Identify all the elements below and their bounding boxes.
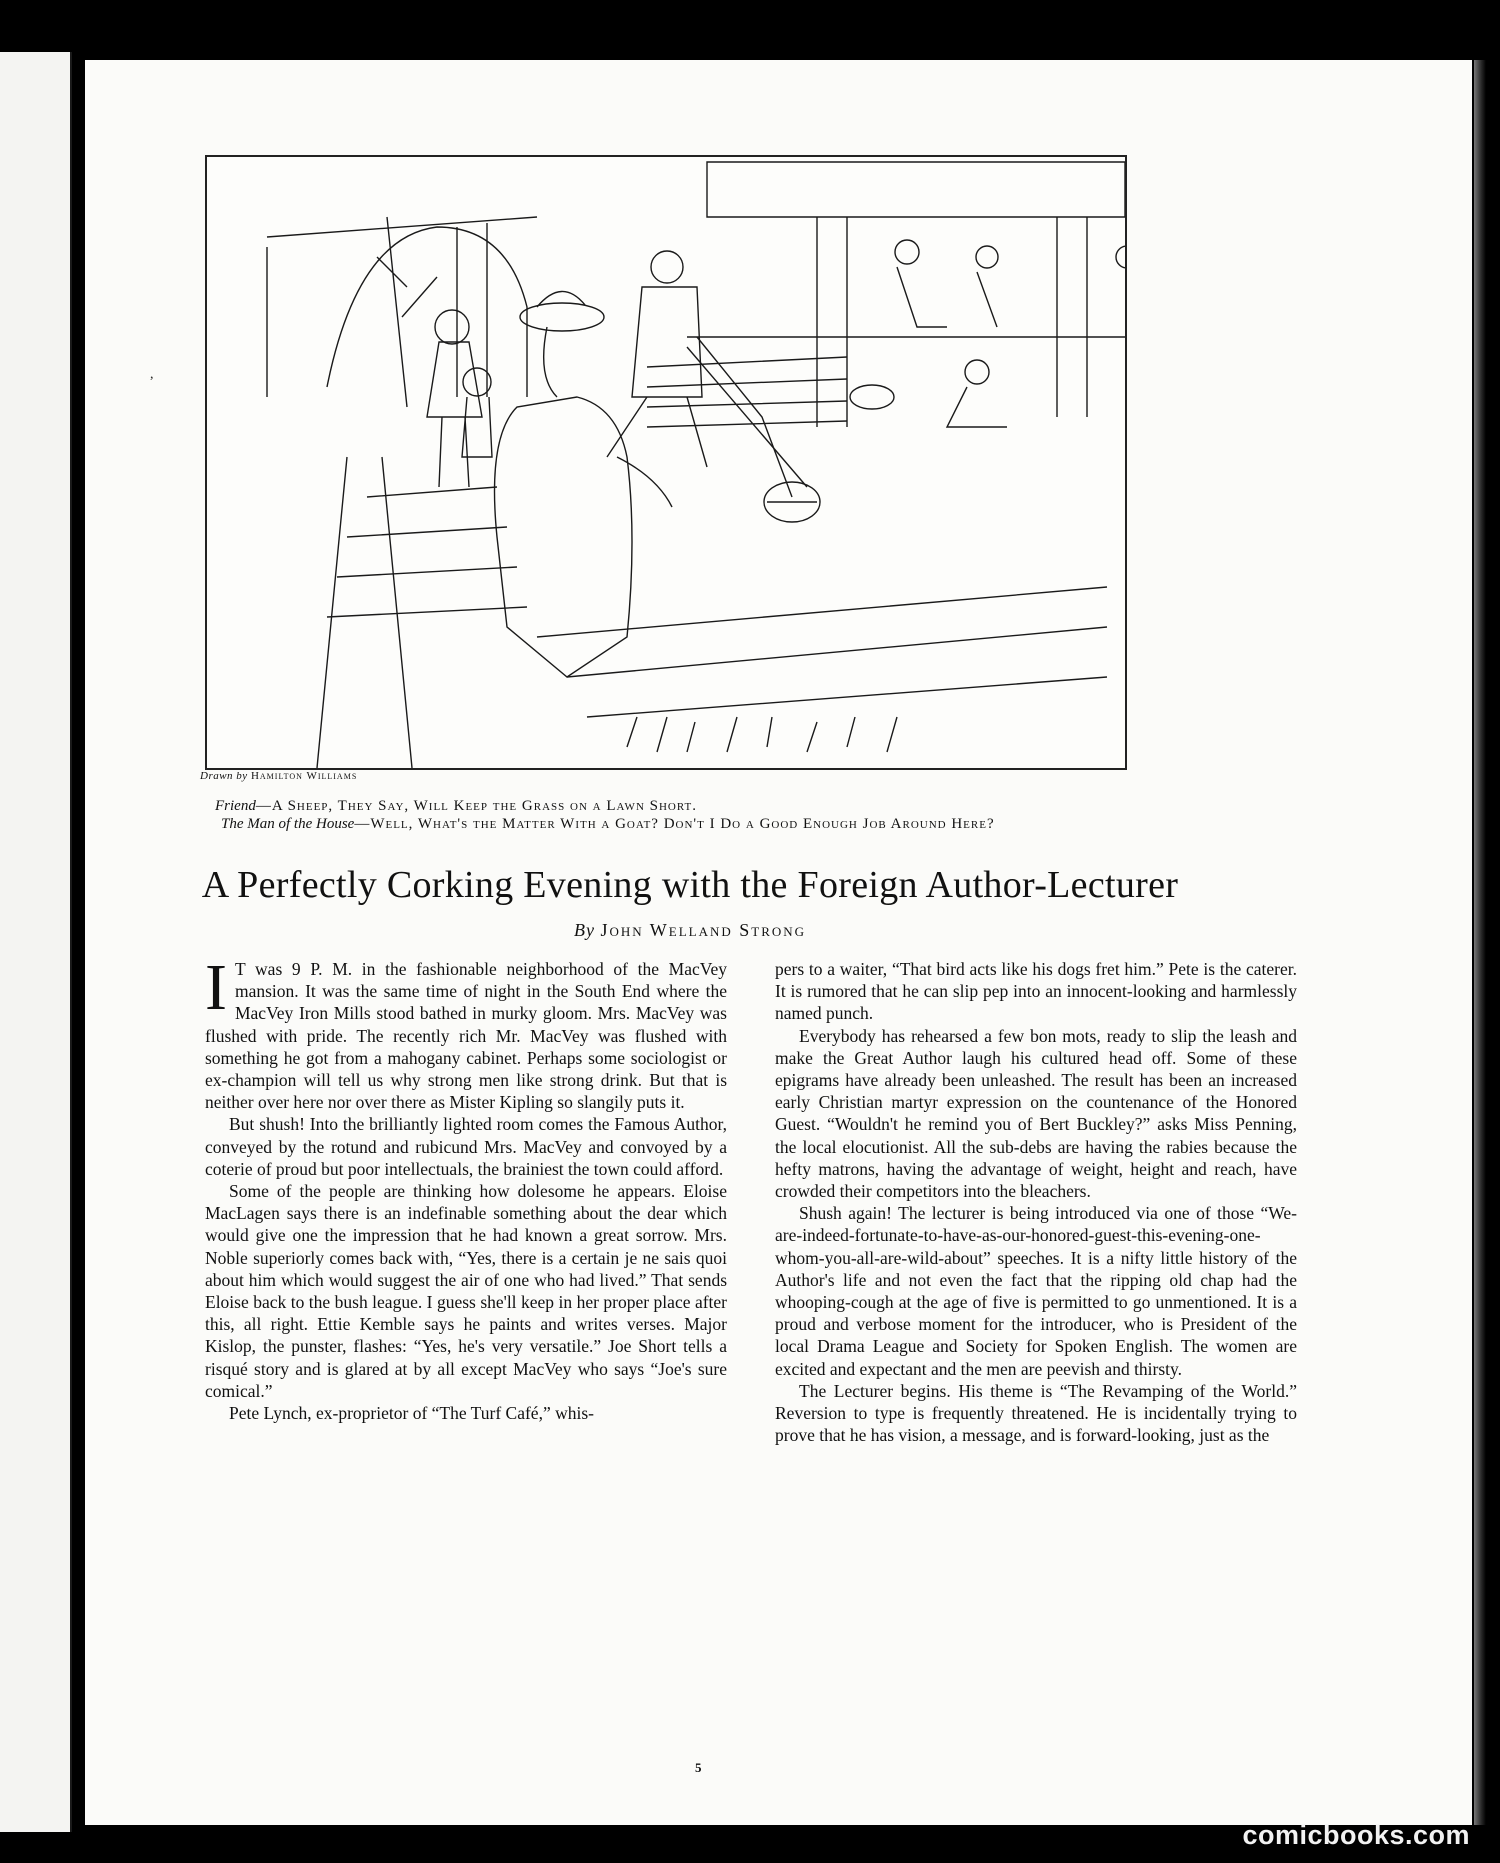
paragraph: Some of the people are thinking how dolesome he appears. Eloise MacLagen says there is an indefinable something about the dear which would give one the impression that he had known a great sorrow. Mrs. Noble superiorly comes back with, “Yes, there is a certain je ne sais quoi about him which would suggest the air of one who had lived.” That sends Eloise back to the bush league. I guess she'll keep in her proper place after this, all right. Ettie Kemble says he paints and writes verses. Major Kislop, the punster, flashes: “Yes, he's very versatile.” Joe Short tells a risqué story and is glared at by all except MacVey who says “Joe's sure comical.” — [205, 1181, 727, 1401]
paragraph: The Lecturer begins. His theme is “The Revamping of the World.” Reversion to type is frequently threatened. He is incidentally trying to prove that he has vision, a message, and is forward-looking, just as the — [775, 1380, 1297, 1446]
paragraph: But shush! Into the brilliantly lighted room comes the Famous Author, conveyed by the rotund and rubicund Mrs. MacVey and convoyed by a coterie of proud but poor intellectuals, the brainiest the town could afford. — [205, 1114, 727, 1179]
paragraph: Shush again! The lecturer is being introduced via one of those “We-are-indeed-fortunate-to-have-as-our-honored-guest-this-evening-one-whom-you-all-are-wild-about” speeches. It is a nifty little history of the Author's life and not even the fact that the ripping old chap had the whooping-cough at the age of five is permitted to go unmentioned. It is a proud and verbose moment for the introducer, who is President of the local Drama League and Society for Spoken English. The women are excited and expectant and the men are peevish and thirsty. — [775, 1203, 1297, 1379]
article-column-left — [205, 951, 727, 1424]
illustration-credit — [200, 770, 357, 782]
drop-cap: I — [205, 951, 227, 1024]
article-column-right — [775, 958, 1297, 1446]
article-title: A Perfectly Corking Evening with the Foreign Author-Lecturer — [201, 864, 1179, 906]
caption-speaker-man: The Man of the House — [221, 816, 355, 832]
credit-name: Hamilton Williams — [250, 770, 358, 782]
paragraph: Everybody has rehearsed a few bon mots, ready to slip the leash and make the Great Author laugh his cultured head off. Some of these epigrams have already been unleashed. The result has been an increased early Christian martyr expression on the countenance of the Honored Guest. “Wouldn't he remind you of Bert Buckley?” asks Miss Penning, the local elocutionist. All the sub-debs are having the rabies because the hefty matrons, having the advantage of weight, height and reach, have crowded their competitors into the bleachers. — [775, 1025, 1297, 1202]
paragraph: Pete Lynch, ex-proprietor of “The Turf Café,” whis- — [229, 1403, 594, 1424]
paragraph-text: T was 9 P. M. in the fashionable neighborhood of the MacVey mansion. It was the same time of night in the South End where the MacVey Iron Mills stood bathed in murky gloom. Mrs. MacVey was flushed with pride. The recently rich Mr. MacVey was flushed with something he got from a mahogany cabinet. Perhaps some sociologist or ex-champion will tell us why strong men like strong drink. But that is neither over here nor over there as Mister Kipling so slangily puts it. — [205, 959, 727, 1113]
adjacent-page-edge — [0, 52, 72, 1832]
caption-line-friend: —A Sheep, They Say, Will Keep the Grass on a Lawn Short. — [255, 798, 698, 814]
watermark-text: comicbooks.com — [1242, 1820, 1470, 1850]
byline-prefix: By — [573, 920, 595, 940]
page-binding-edge — [1474, 60, 1486, 1825]
byline-author: John Welland Strong — [600, 920, 807, 940]
ink-speck: , — [150, 367, 154, 382]
article-byline — [100, 920, 1280, 941]
paragraph — [205, 951, 727, 1113]
credit-prefix: Drawn by — [200, 770, 248, 782]
illustration-drawing — [207, 157, 1125, 768]
caption-speaker-friend: Friend — [215, 798, 256, 814]
paragraph: pers to a waiter, “That bird acts like his dogs fret him.” Pete is the caterer. It is rumored that he can slip pep into an innocent-looking and harmlessly named punch. — [775, 959, 1297, 1024]
caption-line-man: —Well, What's the Matter With a Goat? Don't I Do a Good Enough Job Around Here? — [354, 816, 995, 832]
illustration-lawn-mowing — [205, 155, 1127, 770]
illustration-caption — [215, 797, 1115, 833]
page-number: 5 — [695, 1760, 702, 1775]
